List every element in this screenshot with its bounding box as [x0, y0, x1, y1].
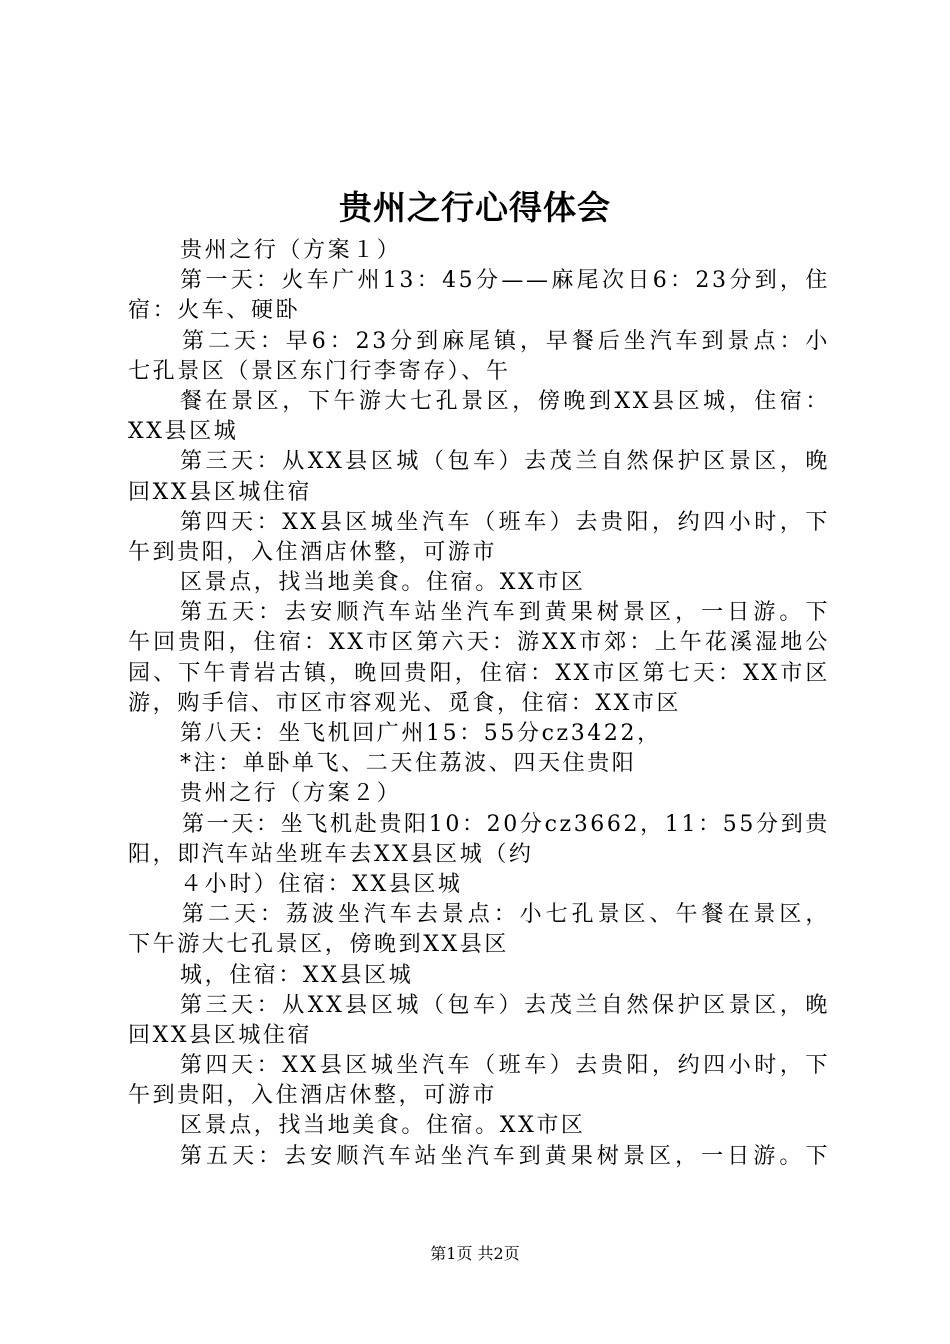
text-line: 园、下午青岩古镇，晚回贵阳，住宿：XX市区第七天：XX市区 [128, 660, 830, 686]
page-footer: 第1页 共2页 [430, 1244, 520, 1263]
text-line: 第八天：坐飞机回广州15：55分cz3422， [180, 721, 662, 746]
text-line: 贵州之行（方案１） [180, 238, 402, 263]
text-line: 阳，即汽车站坐班车去XX县区城（约 [128, 841, 534, 867]
text-line: 第五天：去安顺汽车站坐汽车到黄果树景区，一日游。下 [180, 600, 830, 626]
text-line: 回XX县区城住宿 [128, 1022, 313, 1048]
text-line: 第一天：坐飞机赴贵阳10：20分cz3662，11：55分到贵 [182, 811, 830, 837]
text-line: ４小时）住宿：XX县区城 [180, 871, 463, 897]
text-line: 游，购手信、市区市容观光、觅食，住宿：XX市区 [128, 690, 682, 716]
text-line: 区景点，找当地美食。住宿。XX市区 [180, 1113, 586, 1139]
text-line: 第二天：早6：23分到麻尾镇，早餐后坐汽车到景点：小 [182, 328, 830, 354]
text-line: 午到贵阳，入住酒店休整，可游市 [128, 539, 498, 565]
text-line: 七孔景区（景区东门行李寄存）、午 [128, 358, 511, 384]
text-line: 第三天：从XX县区城（包车）去茂兰自然保护区景区，晚 [180, 449, 830, 475]
text-line: 第五天：去安顺汽车站坐汽车到黄果树景区，一日游。下 [180, 1143, 830, 1169]
text-line: 宿：火车、硬卧 [128, 298, 301, 324]
text-line: 下午游大七孔景区，傍晚到XX县区 [128, 932, 509, 958]
document-title: 贵州之行心得体会 [339, 188, 611, 227]
text-line: 贵州之行（方案２） [180, 781, 402, 807]
text-line: *注：单卧单飞、二天住荔波、四天住贵阳 [180, 751, 637, 777]
text-line: 回XX县区城住宿 [128, 479, 313, 505]
text-line: 午回贵阳，住宿：XX市区第六天：游XX市郊：上午花溪湿地公 [128, 630, 830, 656]
text-line: 第四天：XX县区城坐汽车（班车）去贵阳，约四小时，下 [180, 1053, 830, 1079]
text-line: 区景点，找当地美食。住宿。XX市区 [180, 570, 586, 596]
text-line: 第三天：从XX县区城（包车）去茂兰自然保护区景区，晚 [180, 992, 830, 1018]
text-line: XX县区城 [128, 419, 239, 445]
document-body [128, 236, 830, 1172]
text-line: 第一天：火车广州13：45分——麻尾次日6：23分到，住 [180, 268, 830, 294]
text-line: 第二天：荔波坐汽车去景点：小七孔景区、午餐在景区， [182, 902, 830, 928]
text-line: 午到贵阳，入住酒店休整，可游市 [128, 1083, 498, 1109]
text-line: 餐在景区，下午游大七孔景区，傍晚到XX县区城，住宿： [180, 388, 830, 414]
text-line: 城，住宿：XX县区城 [180, 962, 414, 988]
text-line: 第四天：XX县区城坐汽车（班车）去贵阳，约四小时，下 [180, 509, 830, 535]
